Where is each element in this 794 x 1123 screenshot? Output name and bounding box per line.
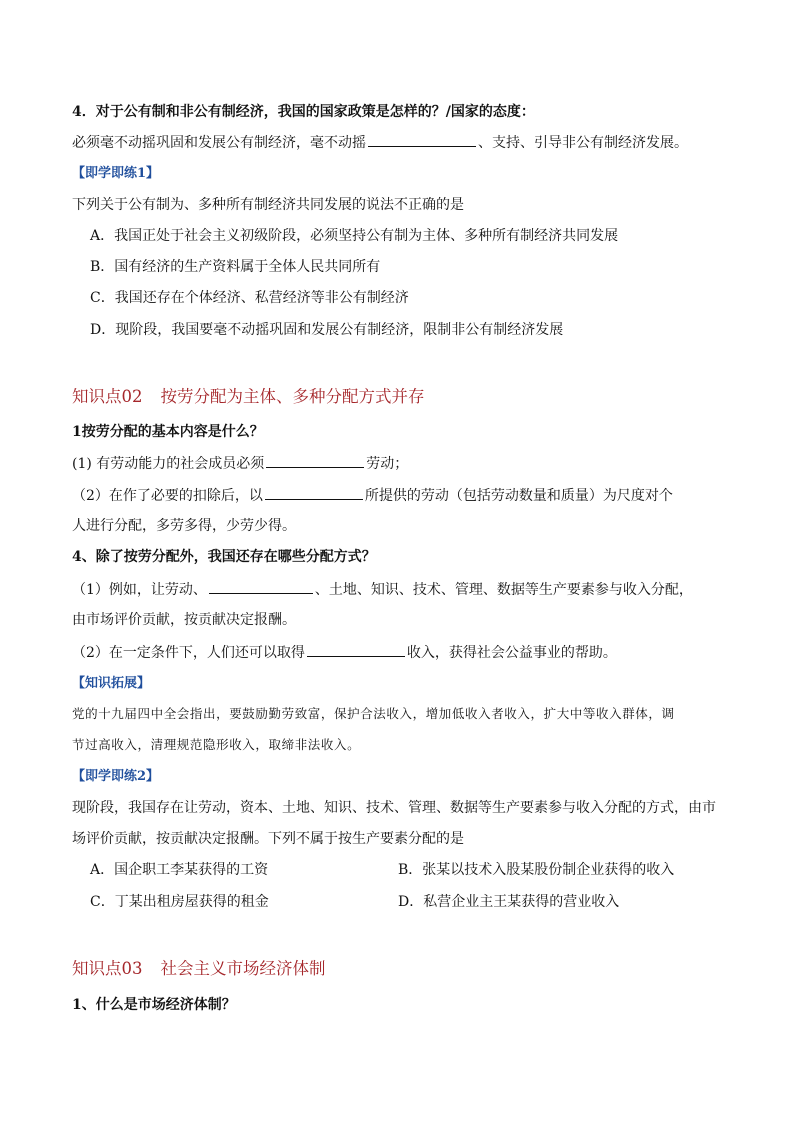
fill-blank[interactable] [209,579,313,594]
s02-question-4-title: 4、除了按劳分配外，我国还存在哪些分配方式？ [72,549,376,565]
practice-1-option-b: B．国有经济的生产资料属于全体人民共同所有 [90,259,381,275]
answer-text: 、土地、知识、技术、管理、数据等生产要素参与收入分配， [314,582,693,598]
answer-text: 必须毫不动摇巩固和发展公有制经济，毫不动摇 [72,135,366,151]
practice-2-row-1 [90,860,675,880]
answer-text: （1）例如，让劳动、 [72,582,207,598]
s02-question-4-p1 [72,579,693,600]
practice-2-option-b: B．张某以技术入股某股份制企业获得的收入 [398,862,675,878]
practice-2-option-d: D．私营企业主王某获得的营业收入 [398,894,620,910]
practice-1-option-c: C．我国还存在个体经济、私营经济等非公有制经济 [90,290,409,306]
practice-2-tag: 【即学即练2】 [72,769,160,784]
fill-blank[interactable] [307,642,405,657]
s02-question-4-p1-cont: 由市场评价贡献，按贡献决定报酬。 [72,612,296,628]
section-number: 知识点02 [72,387,143,406]
answer-text: （2）在一定条件下，人们还可以取得 [72,645,305,661]
fill-blank[interactable] [368,132,476,147]
fill-blank[interactable] [266,453,364,468]
s02-question-1-p1 [72,453,408,474]
s02-question-1-title: 1按劳分配的基本内容是什么？ [72,424,264,440]
practice-1-tag: 【即学即练1】 [72,166,160,181]
answer-text: （2）在作了必要的扣除后，以 [72,488,263,504]
fill-blank[interactable] [265,485,363,500]
section-title: 社会主义市场经济体制 [160,959,326,978]
knowledge-expand-tag: 【知识拓展】 [72,676,151,691]
s02-question-1-p2-cont: 人进行分配，多劳多得，少劳少得。 [72,518,296,534]
answer-text: 所提供的劳动（包括劳动数量和质量）为尺度对个 [364,488,673,504]
practice-2-option-a: A．国企职工李某获得的工资 [90,862,269,878]
practice-1-option-d: D．现阶段，我国要毫不动摇巩固和发展公有制经济，限制非公有制经济发展 [90,322,564,338]
practice-1-stem: 下列关于公有制为、多种所有制经济共同发展的说法不正确的是 [72,197,464,213]
s03-question-1-title: 1、什么是市场经济体制？ [72,997,236,1013]
s02-question-1-p2 [72,485,673,506]
section-heading-02 [72,385,425,409]
section-title: 按劳分配为主体、多种分配方式并存 [160,387,425,406]
section-heading-03 [72,957,326,981]
answer-text: 收入，获得社会公益事业的帮助。 [406,645,617,661]
question-4-answer [72,132,688,153]
answer-text: 劳动； [366,456,409,472]
s02-question-4-p2 [72,642,617,663]
practice-2-stem-2: 场评价贡献，按贡献决定报酬。下列不属于按生产要素分配的是 [72,831,464,847]
practice-2-row-2 [90,892,620,912]
section-number: 知识点03 [72,959,143,978]
practice-1-option-a: A．我国正处于社会主义初级阶段，必须坚持公有制为主体、多种所有制经济共同发展 [90,228,619,244]
answer-text: (1) 有劳动能力的社会成员必须 [72,456,265,472]
practice-2-option-c: C．丁某出租房屋获得的租金 [90,894,269,910]
question-4-title: 4．对于公有制和非公有制经济，我国的国家政策是怎样的？/国家的态度： [72,104,535,120]
answer-text: 、支持、引导非公有制经济发展。 [478,135,688,151]
practice-2-stem-1: 现阶段，我国存在让劳动，资本、土地、知识、技术、管理、数据等生产要素参与收入分配的方式，由市 [72,800,716,816]
knowledge-expand-line-1: 党的十九届四中全会指出，要鼓励勤劳致富，保护合法收入，增加低收入者收入，扩大中等收入群体，调 [72,706,675,721]
knowledge-expand-line-2: 节过高收入，清理规范隐形收入，取缔非法收入。 [72,737,361,752]
